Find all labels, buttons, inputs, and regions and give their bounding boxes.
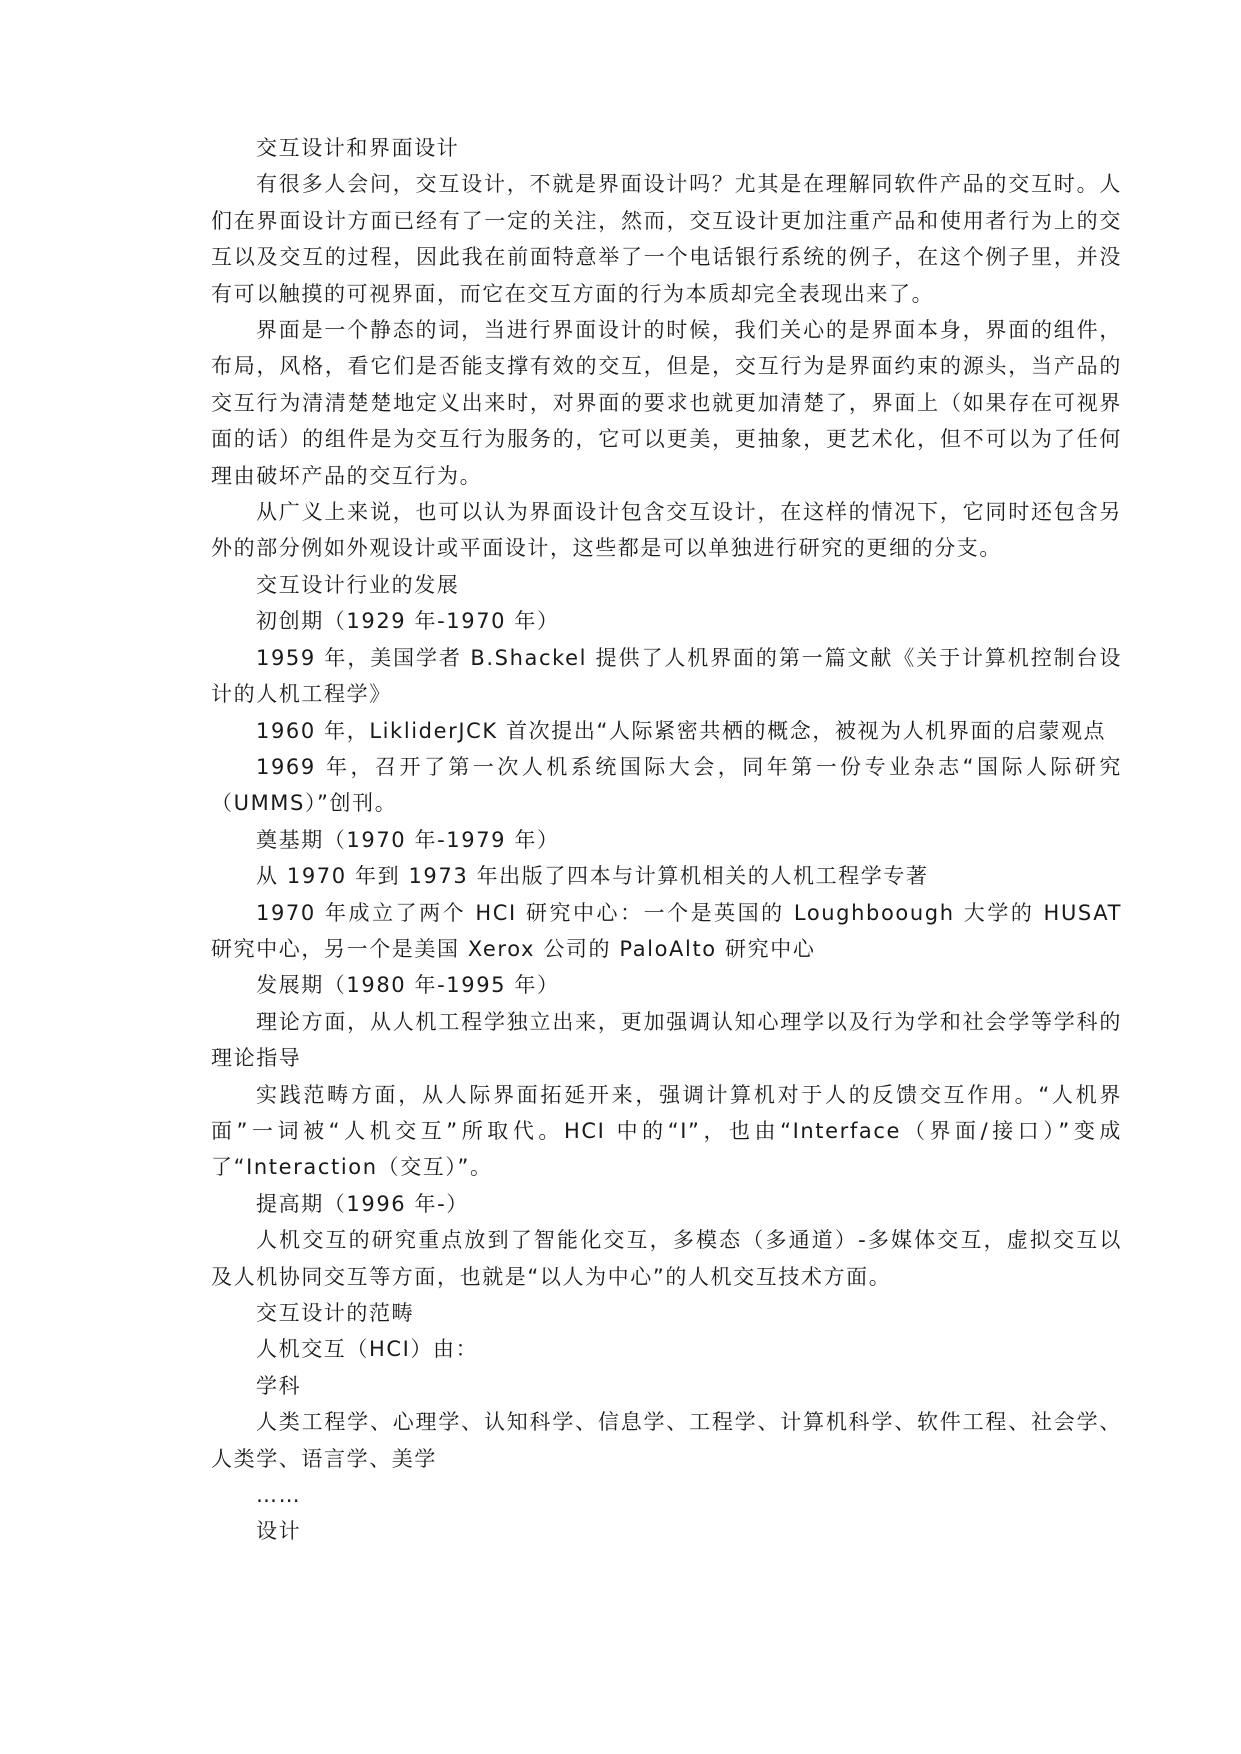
paragraph-question: 有很多人会问，交互设计，不就是界面设计吗？尤其是在理解同软件产品的交互时。人们在界面设计方面已经有了一定的关注，然而，交互设计更加注重产品和使用者行为上的交互以及交互的过程，因此我在前面特意举了一个电话银行系统的例子，在这个例子里，并没有可以触摸的可视界面，而它在交互方面的行为本质却完全表现出来了。 [211,172,1122,306]
event-1969: 1969 年，召开了第一次人机系统国际大会，同年第一份专业杂志“国际人际研究（UMMS）”创刊。 [211,754,1122,816]
label-disciplines: 学科 [256,1373,302,1398]
heading-industry-development: 交互设计行业的发展 [256,572,460,597]
paragraph-interface-static: 界面是一个静态的词，当进行界面设计的时候，我们关心的是界面本身，界面的组件，布局，风格，看它们是否能支撑有效的交互，但是，交互行为是界面约束的源头，当产品的交互行为清清楚楚地定义出来时，对界面的要求也就更加清楚了，界面上（如果存在可视界面的话）的组件是为交互行为服务的，它可以更美，更抽象，更艺术化，但不可以为了任何理由破坏产品的交互行为。 [211,318,1122,488]
period-founding: 初创期（1929 年-1970 年） [256,609,560,634]
period-development: 发展期（1980 年-1995 年） [256,973,560,998]
ellipsis: …… [256,1483,302,1508]
paragraph-broad-sense: 从广义上来说，也可以认为界面设计包含交互设计，在这样的情况下，它同时还包含另外的部分例如外观设计或平面设计，这些都是可以单独进行研究的更细的分支。 [211,500,1122,561]
event-1960: 1960 年，LikliderJCK 首次提出“人际紧密共栖的概念，被视为人机界面的启蒙观点 [256,718,1107,743]
period-improvement: 提高期（1996 年-） [256,1191,469,1216]
event-1970-hci-centers: 1970 年成立了两个 HCI 研究中心：一个是英国的 Loughboough 大学的 HUSAT 研究中心，另一个是美国 Xerox 公司的 PaloAlto 研究中心 [211,900,1122,961]
label-design: 设计 [256,1519,302,1544]
paragraph-disciplines-list: 人类工程学、心理学、认知科学、信息学、工程学、计算机科学、软件工程、社会学、人类学、语言学、美学 [211,1410,1122,1471]
heading-interaction-vs-interface: 交互设计和界面设计 [256,136,460,160]
heading-scope: 交互设计的范畴 [256,1301,415,1325]
paragraph-hci-composed: 人机交互（HCI）由： [256,1337,479,1362]
document-body [211,130,1122,1550]
period-foundation: 奠基期（1970 年-1979 年） [256,827,560,852]
paragraph-theory: 理论方面，从人机工程学独立出来，更加强调认知心理学以及行为学和社会学等学科的理论指导 [211,1009,1122,1071]
paragraph-practice: 实践范畴方面，从人际界面拓延开来，强调计算机对于人的反馈交互作用。“人机界面”一词被“人机交互”所取代。HCI 中的“I”，也由“Interface（界面/接口）”变成了“Interaction（交互）”。 [211,1082,1122,1180]
paragraph-research-focus: 人机交互的研究重点放到了智能化交互，多模态（多通道）-多媒体交互，虚拟交互以及人机协同交互等方面，也就是“以人为中心”的人机交互技术方面。 [211,1228,1122,1289]
event-1970-1973: 从 1970 年到 1973 年出版了四本与计算机相关的人机工程学专著 [256,864,929,889]
event-1959: 1959 年，美国学者 B.Shackel 提供了人机界面的第一篇文献《关于计算机控制台设计的人机工程学》 [211,645,1122,707]
